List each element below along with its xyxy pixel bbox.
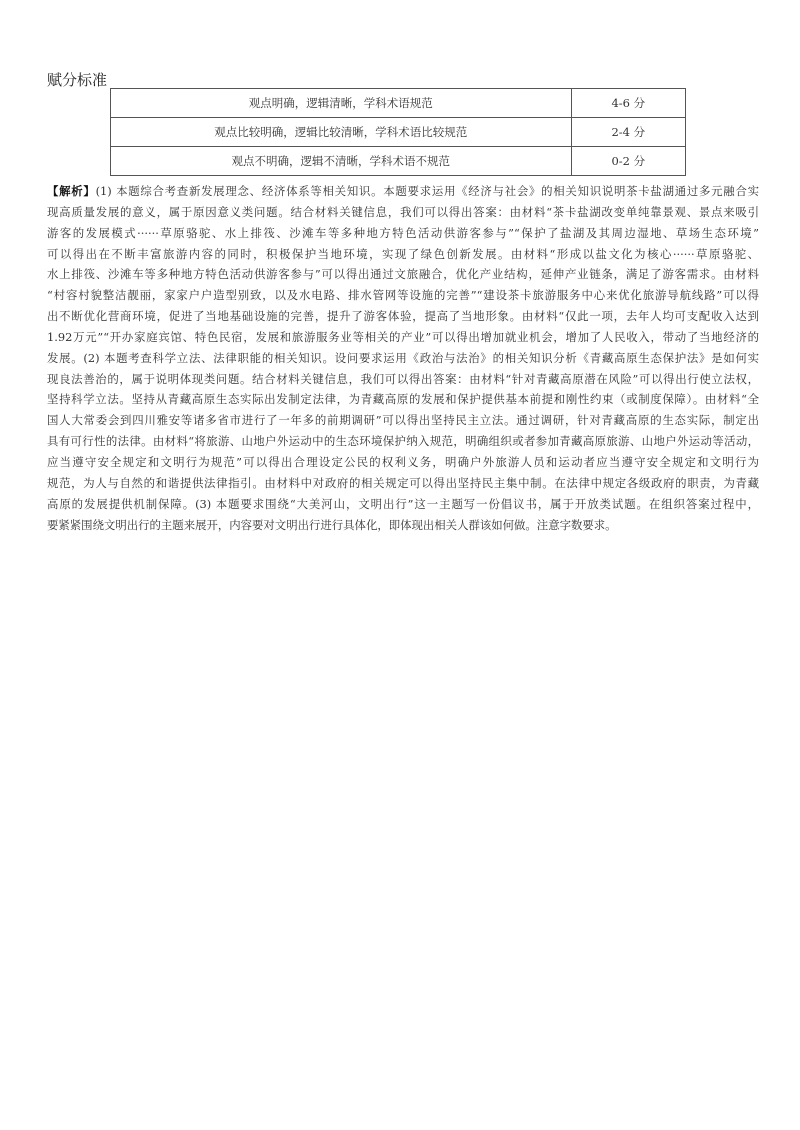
scoring-rubric-table bbox=[110, 88, 686, 176]
analysis-line: 水上排筏、沙滩车等多种地方特色活动供游客参与”可以得出通过文旅融合，优化产业结构，延伸产业链条，满足了游客需求。由材料 bbox=[47, 267, 759, 282]
table-row bbox=[111, 89, 686, 118]
table-row bbox=[111, 147, 686, 176]
analysis-line: 1.92万元”“开办家庭宾馆、特色民宿，发展和旅游服务业等相关的产业”可以得出增加就业机会，增加了人民收入，带动了当地经济的 bbox=[47, 329, 759, 344]
rubric-description: 观点明确，逻辑清晰，学科术语规范 bbox=[111, 89, 572, 118]
analysis-line: 坚持科学立法。坚持从青藏高原生态实际出发制定法律，为青藏高原的发展和保护提供基本前提和刚性约束（或制度保障）。由材料“全 bbox=[47, 392, 759, 407]
table-row bbox=[111, 118, 686, 147]
rubric-description: 观点比较明确，逻辑比较清晰，学科术语比较规范 bbox=[111, 118, 572, 147]
analysis-line: 【解析】(1) 本题综合考查新发展理念、经济体系等相关知识。本题要求运用《经济与社会》的相关知识说明茶卡盐湖通过多元融合实 bbox=[47, 184, 759, 198]
analysis-line: 出不断优化营商环境，促进了当地基础设施的完善，提升了游客体验，提高了当地形象。由材料“仅此一项，去年人均可支配收入达到 bbox=[47, 309, 759, 324]
analysis-paragraph bbox=[47, 181, 759, 535]
rubric-title: 赋分标准 bbox=[47, 71, 108, 89]
analysis-line: 应当遵守安全规定和文明行为规范”可以得出合理设定公民的权利义务，明确户外旅游人员和运动者应当遵守安全规定和文明行为 bbox=[47, 454, 759, 469]
rubric-score: 2-4 分 bbox=[571, 118, 685, 147]
rubric-score: 0-2 分 bbox=[571, 147, 685, 176]
analysis-line: 现高质量发展的意义，属于原因意义类问题。结合材料关键信息，我们可以得出答案：由材料“茶卡盐湖改变单纯靠景观、景点来吸引 bbox=[47, 204, 759, 219]
analysis-line: “村容村貌整洁靓丽，家家户户造型别致，以及水电路、排水管网等设施的完善”“建设茶卡旅游服务中心来优化旅游导航线路”可以得 bbox=[47, 288, 759, 303]
analysis-line: 游客的发展模式······草原骆驼、水上排筏、沙滩车等多种地方特色活动供游客参与”“保护了盐湖及其周边湿地、草场生态环境” bbox=[47, 225, 759, 240]
analysis-label: 【解析】 bbox=[47, 184, 96, 198]
analysis-line: 规范，为人与自然的和谐提供法律指引。由材料中对政府的相关规定可以得出坚持民主集中制。在法律中规定各级政府的职责，为青藏 bbox=[47, 475, 759, 490]
rubric-description: 观点不明确，逻辑不清晰，学科术语不规范 bbox=[111, 147, 572, 176]
analysis-line: 高原的发展提供机制保障。(3) 本题要求围绕“大美河山，文明出行”这一主题写一份倡议书，属于开放类试题。在组织答案过程中， bbox=[47, 496, 759, 511]
analysis-line: 可以得出在不断丰富旅游内容的同时，积极保护当地环境，实现了绿色创新发展。由材料“形成以盐文化为核心······草原骆驼、 bbox=[47, 246, 759, 261]
analysis-line: 具有可行性的法律。由材料“将旅游、山地户外运动中的生态环境保护纳入规范，明确组织或者参加青藏高原旅游、山地户外运动等活动， bbox=[47, 434, 759, 449]
analysis-line: 现良法善治的，属于说明体现类问题。结合材料关键信息，我们可以得出答案：由材料“针对青藏高原潜在风险”可以得出行使立法权， bbox=[47, 371, 759, 386]
rubric-score: 4-6 分 bbox=[571, 89, 685, 118]
analysis-line: 国人大常委会到四川雅安等诸多省市进行了一年多的前期调研”可以得出坚持民主立法。通过调研，针对青藏高原的生态实际，制定出 bbox=[47, 413, 759, 428]
analysis-line: 发展。(2) 本题考查科学立法、法律职能的相关知识。设问要求运用《政治与法治》的相关知识分析《青藏高原生态保护法》是如何实 bbox=[47, 350, 759, 365]
analysis-line: 要紧紧围绕文明出行的主题来展开，内容要对文明出行进行具体化，即体现出相关人群该如何做。注意字数要求。 bbox=[47, 517, 617, 532]
